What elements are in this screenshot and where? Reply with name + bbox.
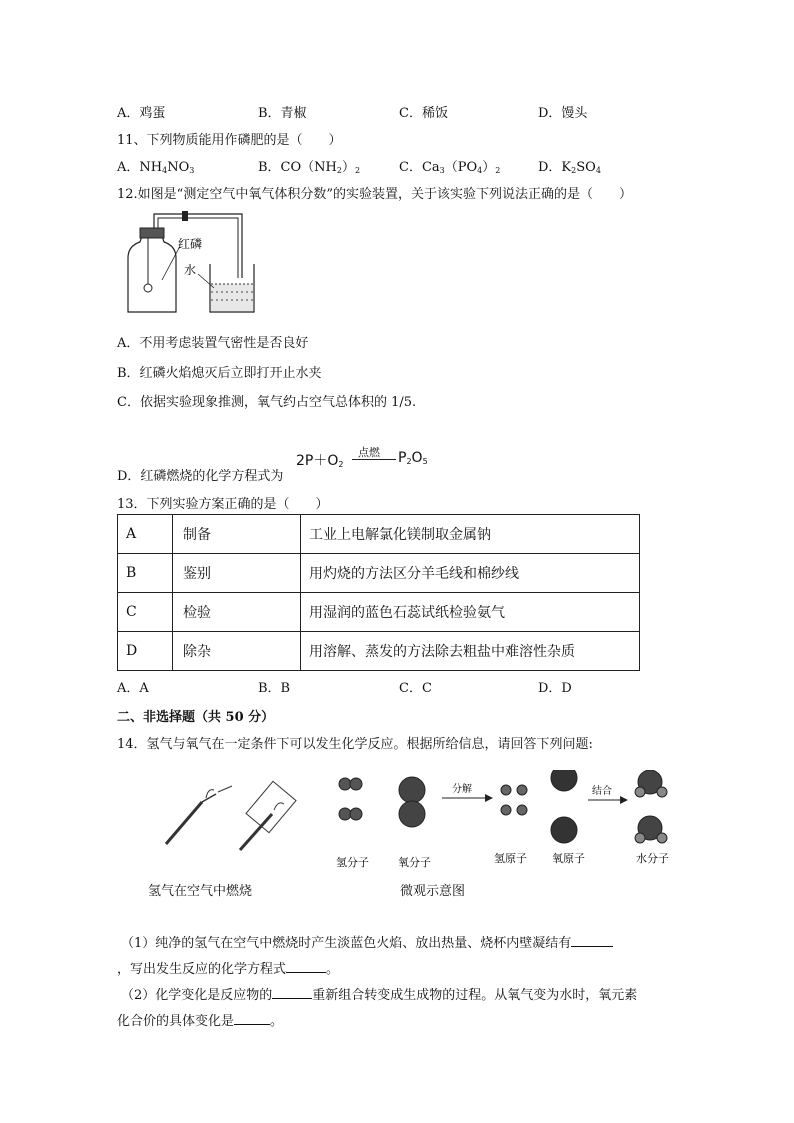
cell-type: 鉴别 <box>173 554 301 593</box>
spoon-shape <box>144 284 152 292</box>
q12-option-b: B．红磷火焰熄灭后立即打开止水夹 <box>117 366 322 381</box>
caption-schematic: 微观示意图 <box>400 884 466 899</box>
beaker-cold-shape <box>246 781 296 832</box>
cell-type: 制备 <box>173 515 301 554</box>
q10-option-a: A．鸡蛋 <box>117 106 166 121</box>
table-row <box>118 554 640 593</box>
cell-method: 工业上电解氯化镁制取金属钠 <box>301 515 640 554</box>
table-row <box>118 593 640 632</box>
hydrogen-atoms <box>501 785 527 815</box>
cell-method: 用灼烧的方法区分羊毛线和棉纱线 <box>301 554 640 593</box>
hydrogen-combustion-figure <box>160 780 310 860</box>
q13-option-c: C．C <box>399 681 432 696</box>
answer-blank[interactable] <box>571 934 613 947</box>
water-fill <box>211 284 253 311</box>
equation-condition: 点燃 <box>358 446 380 459</box>
microscopic-diagram <box>330 770 680 870</box>
q11-option-b: B．$CO(NH_2)_2$ <box>258 160 361 175</box>
q12-option-d: D．红磷燃烧的化学方程式为 <box>117 469 284 484</box>
q10-option-d: D．馒头 <box>538 106 588 121</box>
label-hydrogen-molecule: 氢分子 <box>336 856 369 869</box>
q13-option-a: A．A <box>117 681 149 696</box>
label-water: 水 <box>184 263 197 277</box>
table-row <box>118 515 640 554</box>
section-title: 二、非选择题（共 50 分） <box>117 710 275 725</box>
q10-option-b: B．青椒 <box>258 106 307 121</box>
water-molecules <box>635 770 667 843</box>
equation-right: $P_2O_5$ <box>398 450 428 466</box>
cell-letter: B <box>118 554 173 593</box>
q11-option-c: C．$Ca_3(PO_4)_2$ <box>399 160 501 175</box>
label-oxygen-atom: 氧原子 <box>552 852 585 865</box>
stopper-shape <box>140 228 164 238</box>
cell-method: 用湿润的蓝色石蕊试纸检验氨气 <box>301 593 640 632</box>
label-water-molecule: 水分子 <box>636 852 669 865</box>
equation-left: $2P+O_2$ <box>296 453 344 469</box>
q12-option-c: C．依据实验现象推测，氧气约占空气总体积的 1/5. <box>117 395 417 410</box>
cell-letter: D <box>118 632 173 671</box>
bottle-shape <box>128 236 176 312</box>
answer-blank[interactable] <box>286 960 326 973</box>
label-red-phosphorus: 红磷 <box>178 237 203 251</box>
answer-blank[interactable] <box>272 986 312 999</box>
cell-method: 用溶解、蒸发的方法除去粗盐中难溶性杂质 <box>301 632 640 671</box>
q11-option-d: D．$K_2SO_4$ <box>538 160 601 175</box>
q14-sub2-line2: 化合价的具体变化是 。 <box>117 1014 284 1029</box>
q11-stem: 11、下列物质能用作磷肥的是（ ） <box>117 133 342 148</box>
label-oxygen-molecule: 氧分子 <box>398 856 431 869</box>
arrow-decompose-label: 分解 <box>452 784 472 795</box>
oxygen-molecule <box>399 777 425 827</box>
cell-type: 检验 <box>173 593 301 632</box>
hydrogen-molecule <box>339 778 362 820</box>
cell-type: 除杂 <box>173 632 301 671</box>
q13-table <box>117 514 640 671</box>
q14-stem: 14．氢气与氧气在一定条件下可以发生化学反应。根据所给信息，请回答下列问题: <box>117 737 593 752</box>
cell-letter: A <box>118 515 173 554</box>
q14-sub2-line1: （2）化学变化是反应物的 重新组合转变成生成物的过程。从氧气变为水时，氧元素 <box>121 988 638 1003</box>
label-hydrogen-atom: 氢原子 <box>494 852 527 865</box>
arrow-combine-label: 结合 <box>592 786 612 797</box>
q11-option-a: A．$NH_4NO_3$ <box>117 160 195 175</box>
oxygen-atoms <box>551 770 577 843</box>
q12-stem: 12.如图是“测定空气中氧气体积分数”的实验装置，关于该实验下列说法正确的是（ ） <box>117 187 632 202</box>
cell-letter: C <box>118 593 173 632</box>
q12-option-a: A．不用考虑装置气密性是否良好 <box>117 336 309 351</box>
q13-stem: 13．下列实验方案正确的是（ ） <box>117 497 329 512</box>
q14-sub1-line1: （1）纯净的氢气在空气中燃烧时产生淡蓝色火焰、放出热量、烧杯内壁凝结有 <box>121 932 613 951</box>
q14-sub1-line2: ，写出发生反应的化学方程式 。 <box>117 962 340 977</box>
answer-blank[interactable] <box>234 1012 270 1025</box>
clamp-shape <box>182 211 188 221</box>
q13-option-b: B．B <box>258 681 291 696</box>
table-row <box>118 632 640 671</box>
q13-option-d: D．D <box>538 681 572 696</box>
q10-option-c: C．稀饭 <box>399 106 448 121</box>
q12-apparatus-figure <box>118 208 258 314</box>
caption-combustion: 氢气在空气中燃烧 <box>148 884 253 899</box>
equation-bar <box>352 459 396 460</box>
